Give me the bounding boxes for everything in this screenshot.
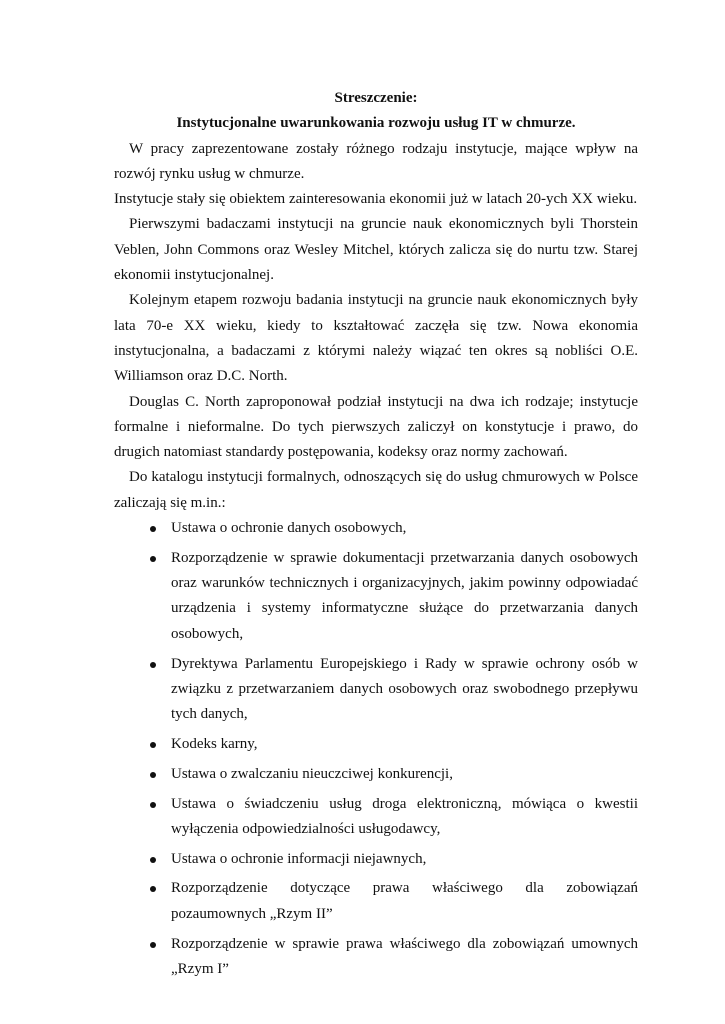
- list-item-text: Ustawa o ochronie informacji niejawnych,: [171, 850, 427, 867]
- list-item: [114, 792, 638, 843]
- list-item: [114, 762, 638, 787]
- bullet-icon: [150, 886, 156, 892]
- list-item-text: Ustawa o świadczeniu usług droga elektroniczną, mówiąca o kwestii wyłączenia odpowiedzialności usługodawcy,: [171, 795, 638, 837]
- paragraph-intro: W pracy zaprezentowane zostały różnego rodzaju instytucje, mające wpływ na rozwój rynku usług w chmurze.: [114, 140, 638, 182]
- paragraph-institutions-origin: Instytucje stały się obiektem zainteresowania ekonomii już w latach 20-ych XX wieku.: [114, 191, 638, 208]
- list-item-text: Kodeks karny,: [171, 735, 258, 752]
- list-item: [114, 847, 638, 872]
- document-title: Instytucjonalne uwarunkowania rozwoju usług IT w chmurze.: [176, 115, 576, 132]
- bullet-icon: [150, 857, 156, 863]
- list-item: [114, 546, 638, 647]
- formal-institutions-list: [114, 516, 638, 982]
- bullet-icon: [150, 526, 156, 532]
- list-item: [114, 652, 638, 728]
- summary-heading: Streszczenie:: [334, 90, 418, 106]
- list-item: [114, 876, 638, 927]
- bullet-icon: [150, 942, 156, 948]
- list-item-text: Dyrektywa Parlamentu Europejskiego i Rady w sprawie ochrony osób w związku z przetwarzaniem danych osobowych oraz swobodnego przepływu tych danych,: [171, 655, 638, 723]
- bullet-icon: [150, 772, 156, 778]
- bullet-icon: [150, 662, 156, 668]
- bullet-icon: [150, 556, 156, 562]
- list-item: [114, 516, 638, 541]
- paragraph-catalog-intro: Do katalogu instytucji formalnych, odnoszących się do usług chmurowych w Polsce zaliczają się m.in.:: [114, 469, 638, 511]
- list-item-text: Rozporządzenie w sprawie dokumentacji przetwarzania danych osobowych oraz warunków technicznych i organizacyjnych, jakim powinny odpowiadać urządzenia i systemy informatyczne służące do przetwarzania danych osobowych,: [171, 549, 638, 642]
- paragraph-old-institutional-economics: Pierwszymi badaczami instytucji na gruncie nauk ekonomicznych byli Thorstein Veblen, John Commons oraz Wesley Mitchel, których zalicza się do nurtu tzw. Starej ekonomii instytucjonalnej.: [114, 216, 638, 284]
- list-item: [114, 732, 638, 757]
- bullet-icon: [150, 742, 156, 748]
- list-item-text: Ustawa o ochronie danych osobowych,: [171, 520, 407, 537]
- list-item-text: Rozporządzenie w sprawie prawa właściwego dla zobowiązań umownych „Rzym I”: [171, 935, 638, 977]
- list-item-text: Rozporządzenie dotyczące prawa właściwego dla zobowiązań pozaumownych „Rzym II”: [171, 880, 638, 922]
- bullet-icon: [150, 802, 156, 808]
- list-item-text: Ustawa o zwalczaniu nieuczciwej konkurencji,: [171, 765, 453, 782]
- list-item: [114, 932, 638, 983]
- document-content: [114, 86, 638, 982]
- paragraph-new-institutional-economics: Kolejnym etapem rozwoju badania instytucji na gruncie nauk ekonomicznych były lata 70-e XX wieku, kiedy to kształtować zaczęła się tzw. Nowa ekonomia instytucjonalna, a badaczami z którymi należy wiązać ten okres są nobliści O.E. Williamson oraz D.C. North.: [114, 292, 638, 385]
- paragraph-north-classification: Douglas C. North zaproponował podział instytucji na dwa ich rodzaje; instytucje formalne i nieformalne. Do tych pierwszych zaliczył on konstytucje i prawo, do drugich natomiast standardy postępowania, kodeksy oraz normy zachowań.: [114, 393, 638, 461]
